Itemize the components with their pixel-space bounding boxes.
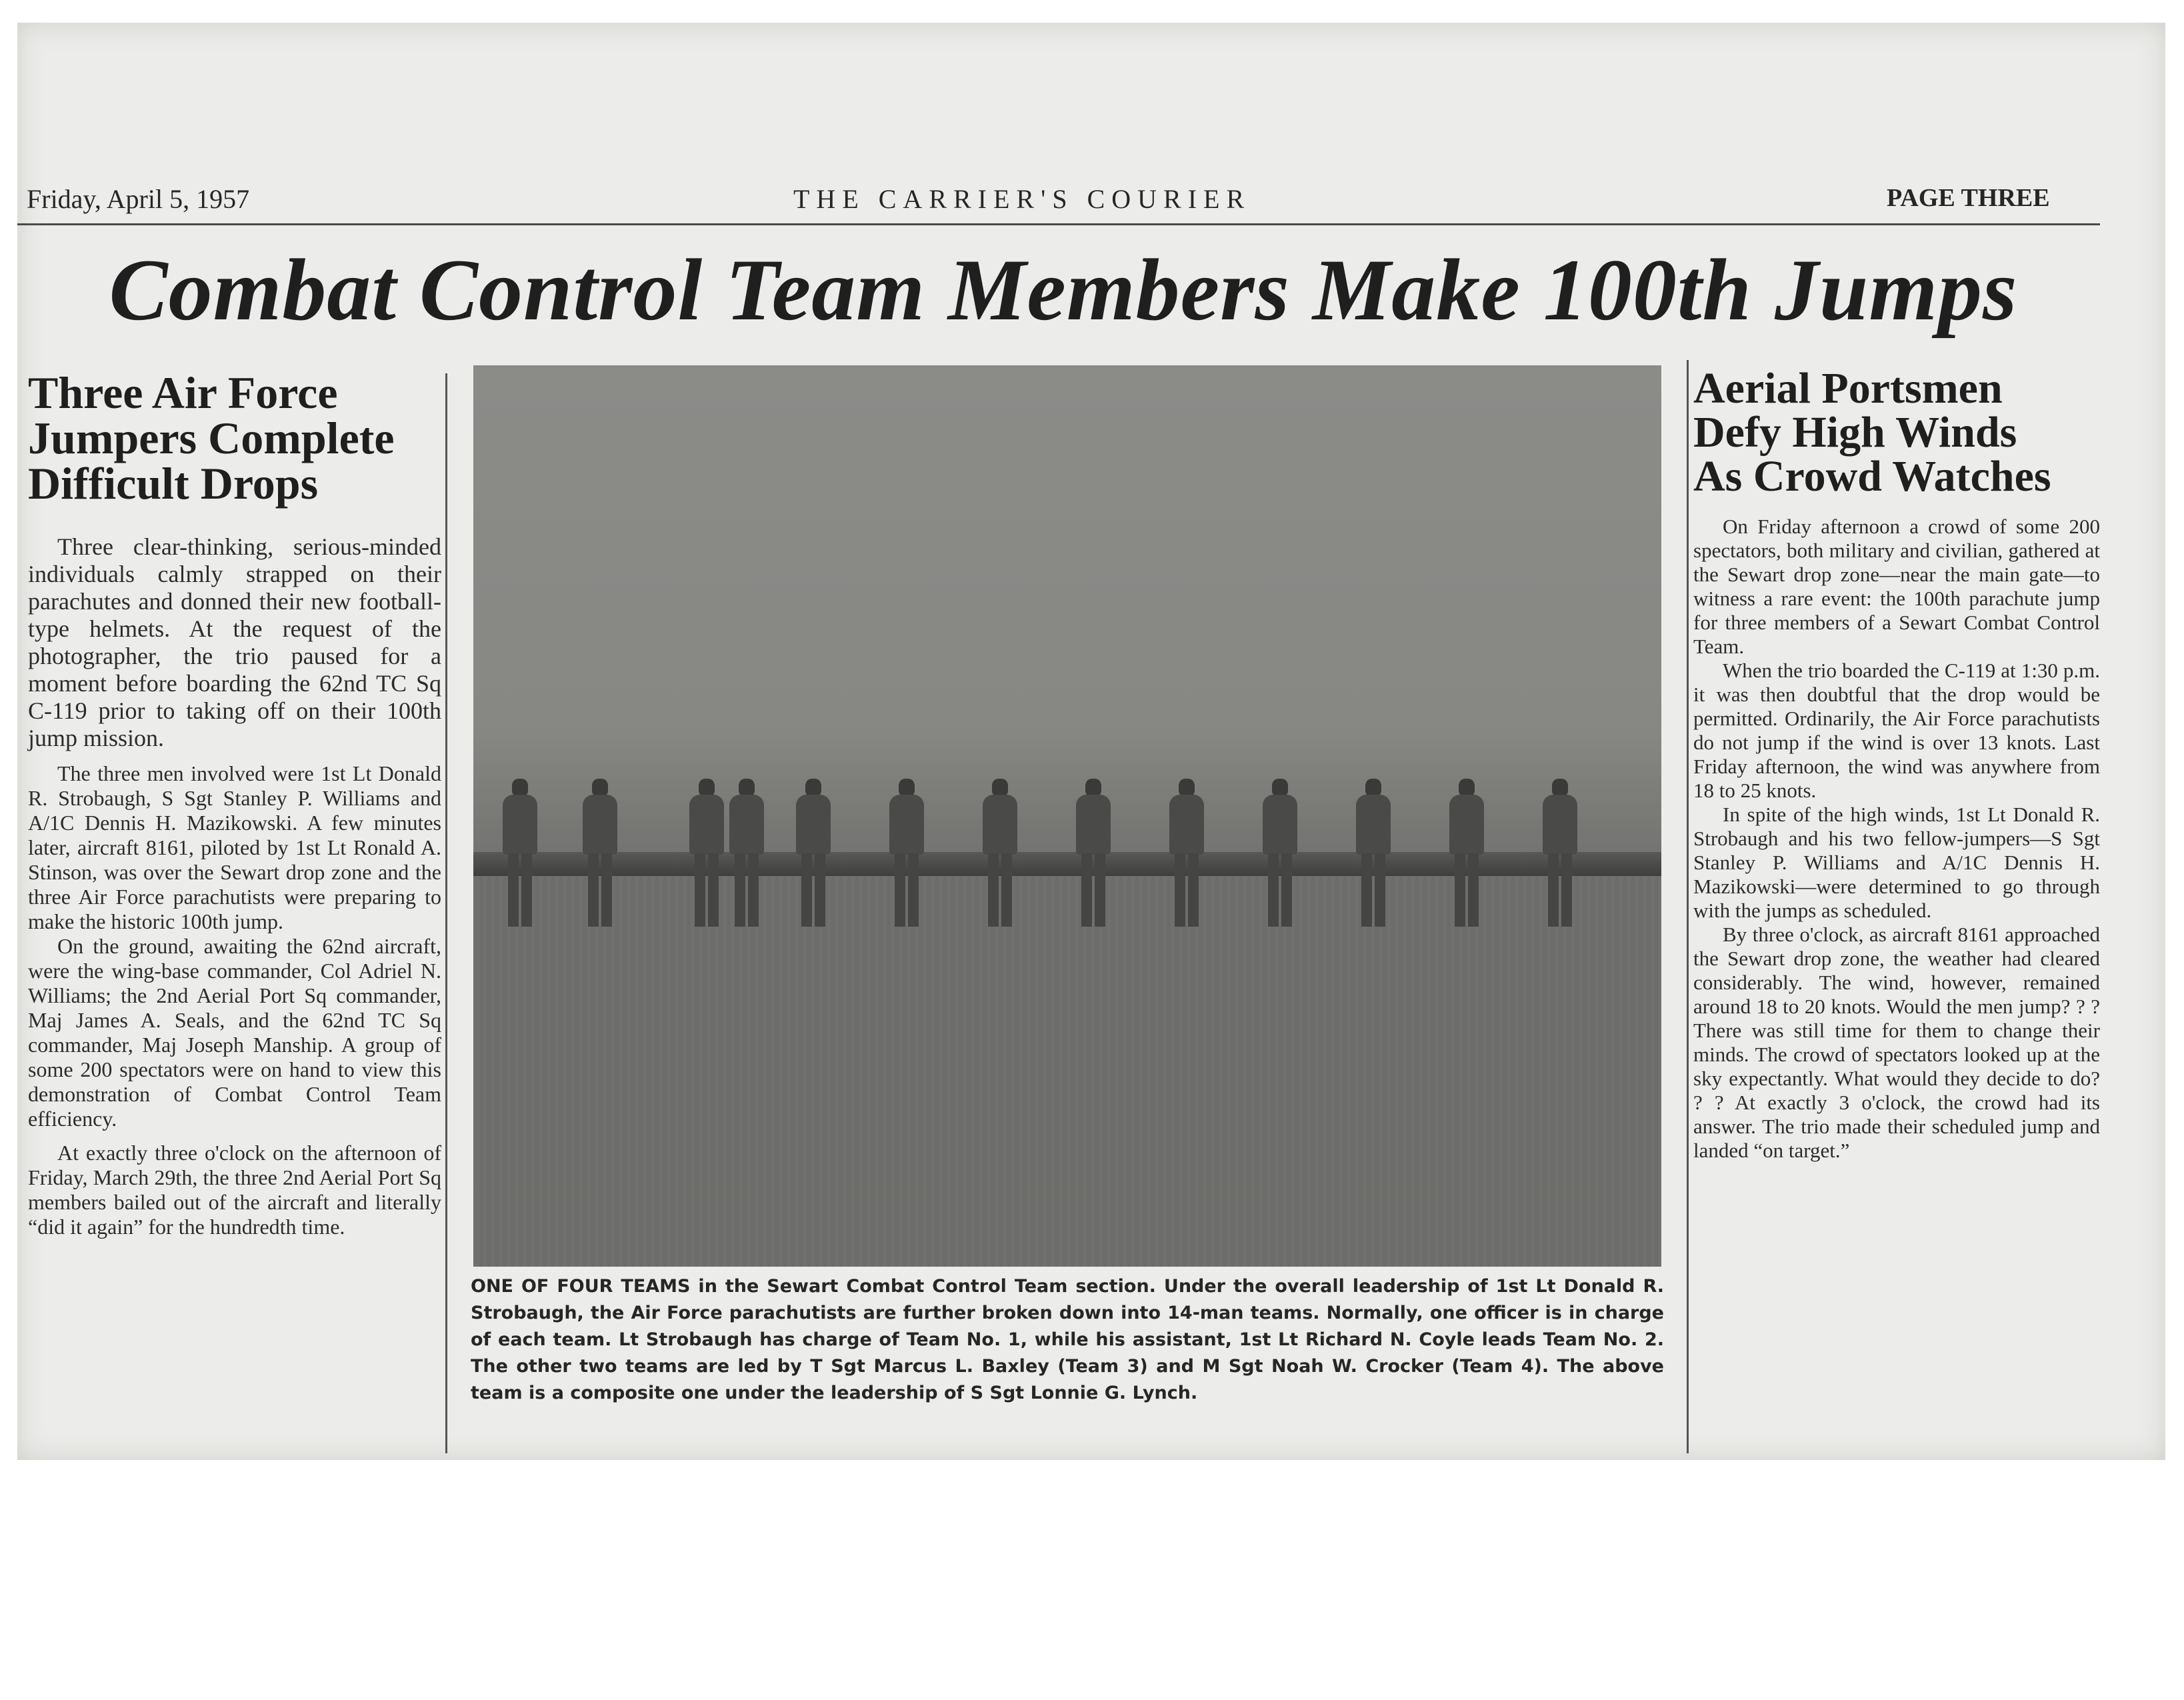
- right-paragraph: When the trio boarded the C-119 at 1:30 p.m. it was then doubtful that the drop would be permitted. Ordinarily, the Air Force parachutists do not jump if the wind is over 13 knots. Last Friday afternoon, the wind was anywhere from 18 to 25 knots.: [1693, 659, 2100, 802]
- team-member-figure: [887, 779, 927, 932]
- paper-name: THE CARRIER'S COURIER: [793, 184, 1251, 214]
- column-rule-left: [445, 373, 447, 1453]
- team-member-figure: [1073, 779, 1113, 932]
- main-headline: Combat Control Team Members Make 100th Jumps: [109, 241, 2018, 339]
- masthead-rule: [17, 223, 2100, 225]
- team-member-figure: [687, 779, 727, 932]
- team-photo: [473, 365, 1661, 1267]
- left-story-heading: [28, 367, 441, 509]
- left-heading-line: Jumpers Complete: [28, 413, 395, 463]
- team-member-figure: [580, 779, 620, 932]
- issue-date: Friday, April 5, 1957: [27, 184, 250, 214]
- photo-caption: ONE OF FOUR TEAMS in the Sewart Combat Control Team section. Under the overall leadership of 1st Lt Donald R. Strobaugh, the Air Force parachutists are further broken down into 14-man teams. Normally, one officer is in charge of each team. Lt Strobaugh has charge of Team No. 1, while his assistant, 1st Lt Richard N. Coyle leads Team No. 2. The other two teams are led by T Sgt Marcus L. Baxley (Team 3) and M Sgt Noah W. Crocker (Team 4). The above team is a composite one under the leadership of S Sgt Lonnie G. Lynch.: [471, 1276, 1664, 1403]
- left-paragraph: At exactly three o'clock on the afternoon of Friday, March 29th, the three 2nd Aerial Port Sq members bailed out of the aircraft and literally “did it again” for the hundredth time.: [28, 1141, 441, 1239]
- team-member-figure: [793, 779, 833, 932]
- team-member-figure: [1447, 779, 1487, 932]
- right-paragraph: On Friday afternoon a crowd of some 200 spectators, both military and civilian, gathered at the Sewart drop zone—near the main gate—to witness a rare event: the 100th parachute jump for three members of a Sewart Combat Control Team.: [1693, 515, 2100, 658]
- team-member-figure: [1540, 779, 1580, 932]
- right-heading-line: Defy High Winds: [1693, 408, 2017, 457]
- right-story-body: [1693, 515, 2100, 1163]
- team-member-figure: [727, 779, 767, 932]
- left-paragraph: On the ground, awaiting the 62nd aircraft, were the wing-base commander, Col Adriel N. Williams; the 2nd Aerial Port Sq commander, Maj James A. Seals, and the 62nd TC Sq commander, Maj Joseph Manship. A group of some 200 spectators were on hand to view this demonstration of Combat Control Team efficiency.: [28, 934, 441, 1131]
- left-paragraph: The three men involved were 1st Lt Donald R. Strobaugh, S Sgt Stanley P. Williams and A/1C Dennis H. Mazikowski. A few minutes later, aircraft 8161, piloted by 1st Lt Ronald A. Stinson, was over the Sewart drop zone and the three Air Force parachutists were preparing to make the historic 100th jump.: [28, 761, 441, 933]
- photo-ground: [473, 876, 1661, 1267]
- left-heading-line: Three Air Force: [28, 367, 338, 418]
- team-member-figure: [500, 779, 540, 932]
- team-member-figure: [1260, 779, 1300, 932]
- right-heading-line: As Crowd Watches: [1693, 452, 2051, 501]
- left-story-body: [28, 533, 441, 1239]
- team-member-figure: [980, 779, 1020, 932]
- left-paragraph: Three clear-thinking, serious-minded individuals calmly strapped on their parachutes and donned their new football-type helmets. At the request of the photographer, the trio paused for a moment before boarding the 62nd TC Sq C-119 prior to taking off on their 100th jump mission.: [28, 533, 441, 751]
- right-paragraph: By three o'clock, as aircraft 8161 approached the Sewart drop zone, the weather had cleared considerably. The wind, however, remained around 18 to 20 knots. Would the men jump? ? ? There was still time for them to change their minds. The crowd of spectators looked up at the sky expectantly. What would they decide to do? ? ? At exactly 3 o'clock, the crowd had its answer. The trio made their scheduled jump and landed “on target.”: [1693, 923, 2100, 1162]
- right-paragraph: In spite of the high winds, 1st Lt Donald R. Strobaugh and his two fellow-jumpers—S Sgt Stanley P. Williams and A/1C Dennis H. Mazikowski—were determined to go through with the jumps as scheduled.: [1693, 803, 2100, 922]
- page-number: PAGE THREE: [1887, 184, 2050, 212]
- left-heading-line: Difficult Drops: [28, 458, 319, 509]
- team-member-figure: [1353, 779, 1393, 932]
- right-heading-line: Aerial Portsmen: [1693, 364, 2003, 413]
- team-member-figure: [1167, 779, 1207, 932]
- column-rule-right: [1687, 360, 1689, 1453]
- right-story-heading: [1693, 364, 2120, 501]
